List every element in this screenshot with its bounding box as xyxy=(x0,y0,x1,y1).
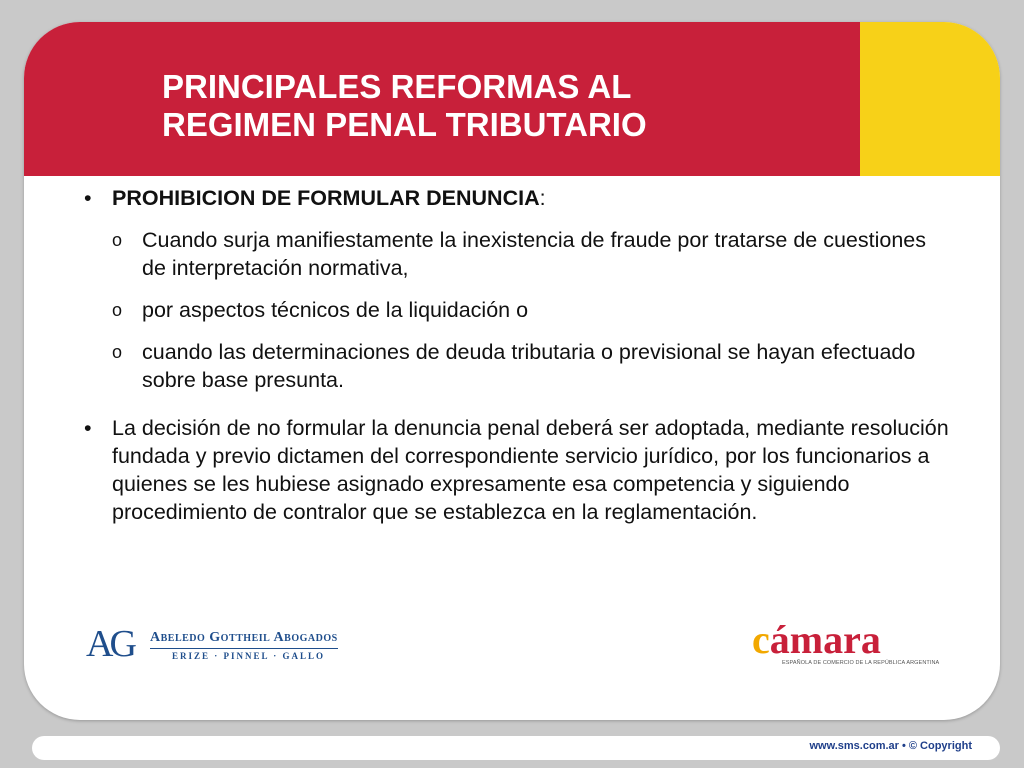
camara-initial: c xyxy=(752,617,770,662)
bullet-prohibicion xyxy=(84,184,954,212)
bullet-marker: • xyxy=(84,416,92,440)
title-bar xyxy=(24,22,860,176)
footer-bar xyxy=(32,736,1000,760)
title-accent-block xyxy=(860,22,1000,176)
footer-copyright: www.sms.com.ar • © Copyright xyxy=(809,740,972,752)
bullet-text: La decisión de no formular la denuncia penal deberá ser adoptada, mediante resolución fundada y previo dictamen del correspondiente servicio jurídico, por los funcionarios a quienes se les hubiese asignado expresamente esa competencia y siguiendo procedimiento de contralor que se establezca en la reglamentación. xyxy=(112,416,949,524)
ag-partners: ERIZE · PINNEL · GALLO xyxy=(172,651,326,661)
bullet-heading-suffix: : xyxy=(539,186,546,210)
camara-subtitle: ESPAÑOLA DE COMERCIO DE LA REPÚBLICA ARGENTINA xyxy=(782,660,940,666)
subitem-text: Cuando surja manifiestamente la inexistencia de fraude por tratarse de cuestiones de interpretación normativa, xyxy=(142,228,927,280)
bullet-marker: • xyxy=(84,186,92,210)
subitem-aspectos-tecnicos xyxy=(84,296,954,324)
subitem-marker: o xyxy=(112,230,123,250)
subitem-fraude xyxy=(84,226,954,282)
subitem-text: por aspectos técnicos de la liquidación o xyxy=(142,298,529,322)
slide-title xyxy=(162,68,647,144)
slide-body xyxy=(84,184,954,526)
subitem-text: cuando las determinaciones de deuda tributaria o previsional se hayan efectuado sobre base presunta. xyxy=(142,340,916,392)
bullet-decision xyxy=(84,414,954,526)
subitem-marker: o xyxy=(112,300,123,320)
abeledo-gottheil-logo xyxy=(86,624,346,664)
subitem-marker: o xyxy=(112,342,123,362)
ag-monogram: AG xyxy=(86,623,133,665)
ag-divider xyxy=(150,648,338,649)
camara-logo xyxy=(752,617,940,672)
camara-wordmark xyxy=(752,618,881,662)
title-line-2: REGIMEN PENAL TRIBUTARIO xyxy=(162,106,647,143)
title-line-1: PRINCIPALES REFORMAS AL xyxy=(162,68,632,105)
bullet-heading: PROHIBICION DE FORMULAR DENUNCIA xyxy=(112,186,540,210)
subitem-base-presunta xyxy=(84,338,954,394)
camara-rest: ámara xyxy=(769,617,881,662)
ag-firm-name: Abeledo Gottheil Abogados xyxy=(150,630,338,645)
